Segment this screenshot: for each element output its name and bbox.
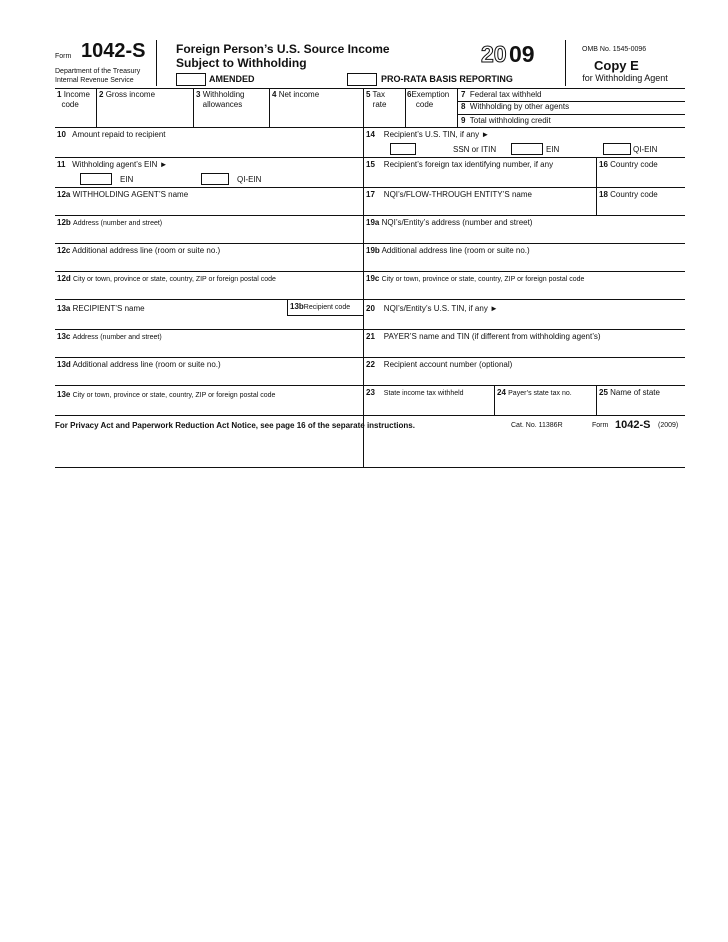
- year-outline: 20: [481, 41, 507, 67]
- ein-label-recipient: EIN: [546, 145, 560, 154]
- box12c-agent-address-line[interactable]: 12c Additional address line (room or suite no.): [57, 246, 221, 255]
- box24-payer-state-tax-no[interactable]: 24 Payer’s state tax no.: [497, 388, 572, 397]
- box13e-recipient-city[interactable]: 13e City or town, province or state, country, ZIP or foreign postal code: [57, 390, 276, 399]
- qiein-checkbox-agent[interactable]: [201, 173, 229, 185]
- box8-withholding-other-agents[interactable]: 8 Withholding by other agents: [461, 102, 570, 111]
- row-income: [55, 89, 685, 127]
- catalog-number: Cat. No. 11386R: [511, 422, 563, 429]
- footer-form-number: 1042-S: [615, 419, 651, 431]
- form-title-line1: Foreign Person’s U.S. Source Income: [176, 42, 390, 56]
- box23-state-tax-withheld[interactable]: 23 State income tax withheld: [366, 388, 464, 397]
- ein-checkbox-agent[interactable]: [80, 173, 112, 185]
- box20-nqi-tin[interactable]: 20 NQI’s/Entity’s U.S. TIN, if any ►: [366, 304, 498, 313]
- box1[interactable]: 1 Income code: [57, 90, 90, 109]
- box2-gross-income[interactable]: 2 Gross income: [99, 90, 156, 99]
- box13b-recipient-code[interactable]: 13bRecipient code: [290, 302, 351, 311]
- box25-state-name[interactable]: 25 Name of state: [599, 388, 660, 397]
- box19b-nqi-address-line[interactable]: 19b Additional address line (room or suite no.): [366, 246, 530, 255]
- prorata-checkbox[interactable]: [347, 73, 377, 86]
- irs-line: Internal Revenue Service: [55, 77, 134, 84]
- form-word: Form: [55, 53, 72, 60]
- ein-label-agent: EIN: [120, 175, 134, 184]
- qiein-checkbox-recipient[interactable]: [603, 143, 631, 155]
- form-header: [55, 40, 685, 88]
- box13a-recipient-name[interactable]: 13a RECIPIENT’S name: [57, 304, 145, 313]
- box15-foreign-tin[interactable]: 15 Recipient’s foreign tax identifying number, if any: [366, 160, 554, 169]
- box6-exemption-code[interactable]: 6Exemption code: [407, 90, 450, 109]
- box12d-agent-city[interactable]: 12d City or town, province or state, country, ZIP or foreign postal code: [57, 274, 276, 283]
- box13c-recipient-address[interactable]: 13c Address (number and street): [57, 332, 162, 341]
- box7-federal-tax-withheld[interactable]: 7 Federal tax withheld: [461, 90, 542, 99]
- box9-total-withholding-credit[interactable]: 9 Total withholding credit: [461, 116, 551, 125]
- form-number: 1042-S: [81, 40, 146, 62]
- omb-number: OMB No. 1545-0096: [582, 46, 647, 53]
- form-footer: [55, 419, 685, 435]
- footer-year: (2009): [658, 422, 679, 429]
- copy-label: Copy E: [594, 58, 639, 73]
- box18-country-code[interactable]: 18 Country code: [599, 190, 658, 199]
- box14-recipient-tin: 14 Recipient’s U.S. TIN, if any ►: [366, 130, 490, 139]
- footer-form-word: Form: [592, 422, 609, 429]
- amended-checkbox[interactable]: [176, 73, 206, 86]
- box21-payer-name-tin[interactable]: 21 PAYER’S name and TIN (if different from withholding agent’s): [366, 332, 601, 341]
- form-title-line2: Subject to Withholding: [176, 56, 307, 70]
- ssn-itin-label: SSN or ITIN: [453, 145, 497, 154]
- year-solid: 09: [509, 41, 535, 67]
- box12a-agent-name[interactable]: 12a WITHHOLDING AGENT’S name: [57, 190, 189, 199]
- box10-amount-repaid[interactable]: 10 Amount repaid to recipient: [57, 130, 166, 139]
- qiein-label-agent: QI-EIN: [237, 175, 262, 184]
- ssn-checkbox[interactable]: [390, 143, 416, 155]
- box4-net-income[interactable]: 4 Net income: [272, 90, 320, 99]
- form-1042s: [55, 40, 685, 468]
- box3-withholding-allowances[interactable]: 3 Withholding allowances: [196, 90, 245, 109]
- department-line: Department of the Treasury: [55, 68, 141, 75]
- box17-nqi-name[interactable]: 17 NQI’s/FLOW-THROUGH ENTITY’S name: [366, 190, 532, 199]
- box22-account-number[interactable]: 22 Recipient account number (optional): [366, 360, 513, 369]
- privacy-notice: For Privacy Act and Paperwork Reduction Act Notice, see page 16 of the separate instructions.: [55, 421, 415, 430]
- ein-checkbox-recipient[interactable]: [511, 143, 543, 155]
- prorata-label: PRO-RATA BASIS REPORTING: [381, 74, 513, 84]
- copy-sublabel: for Withholding Agent: [582, 73, 668, 83]
- form-body: [55, 88, 685, 468]
- amended-label: AMENDED: [209, 74, 255, 84]
- qiein-label-recipient: QI-EIN: [633, 145, 658, 154]
- box12b-agent-address[interactable]: 12b Address (number and street): [57, 218, 163, 227]
- box5-tax-rate[interactable]: 5 Tax rate: [366, 90, 387, 109]
- box16-country-code[interactable]: 16 Country code: [599, 160, 658, 169]
- header-divider: [156, 40, 157, 86]
- box19a-nqi-address[interactable]: 19a NQI’s/Entity’s address (number and street): [366, 218, 533, 227]
- box19c-nqi-city[interactable]: 19c City or town, province or state, country, ZIP or foreign postal code: [366, 274, 585, 283]
- box13d-recipient-address-line[interactable]: 13d Additional address line (room or suite no.): [57, 360, 221, 369]
- box11-agent-ein: 11 Withholding agent’s EIN ►: [57, 160, 168, 169]
